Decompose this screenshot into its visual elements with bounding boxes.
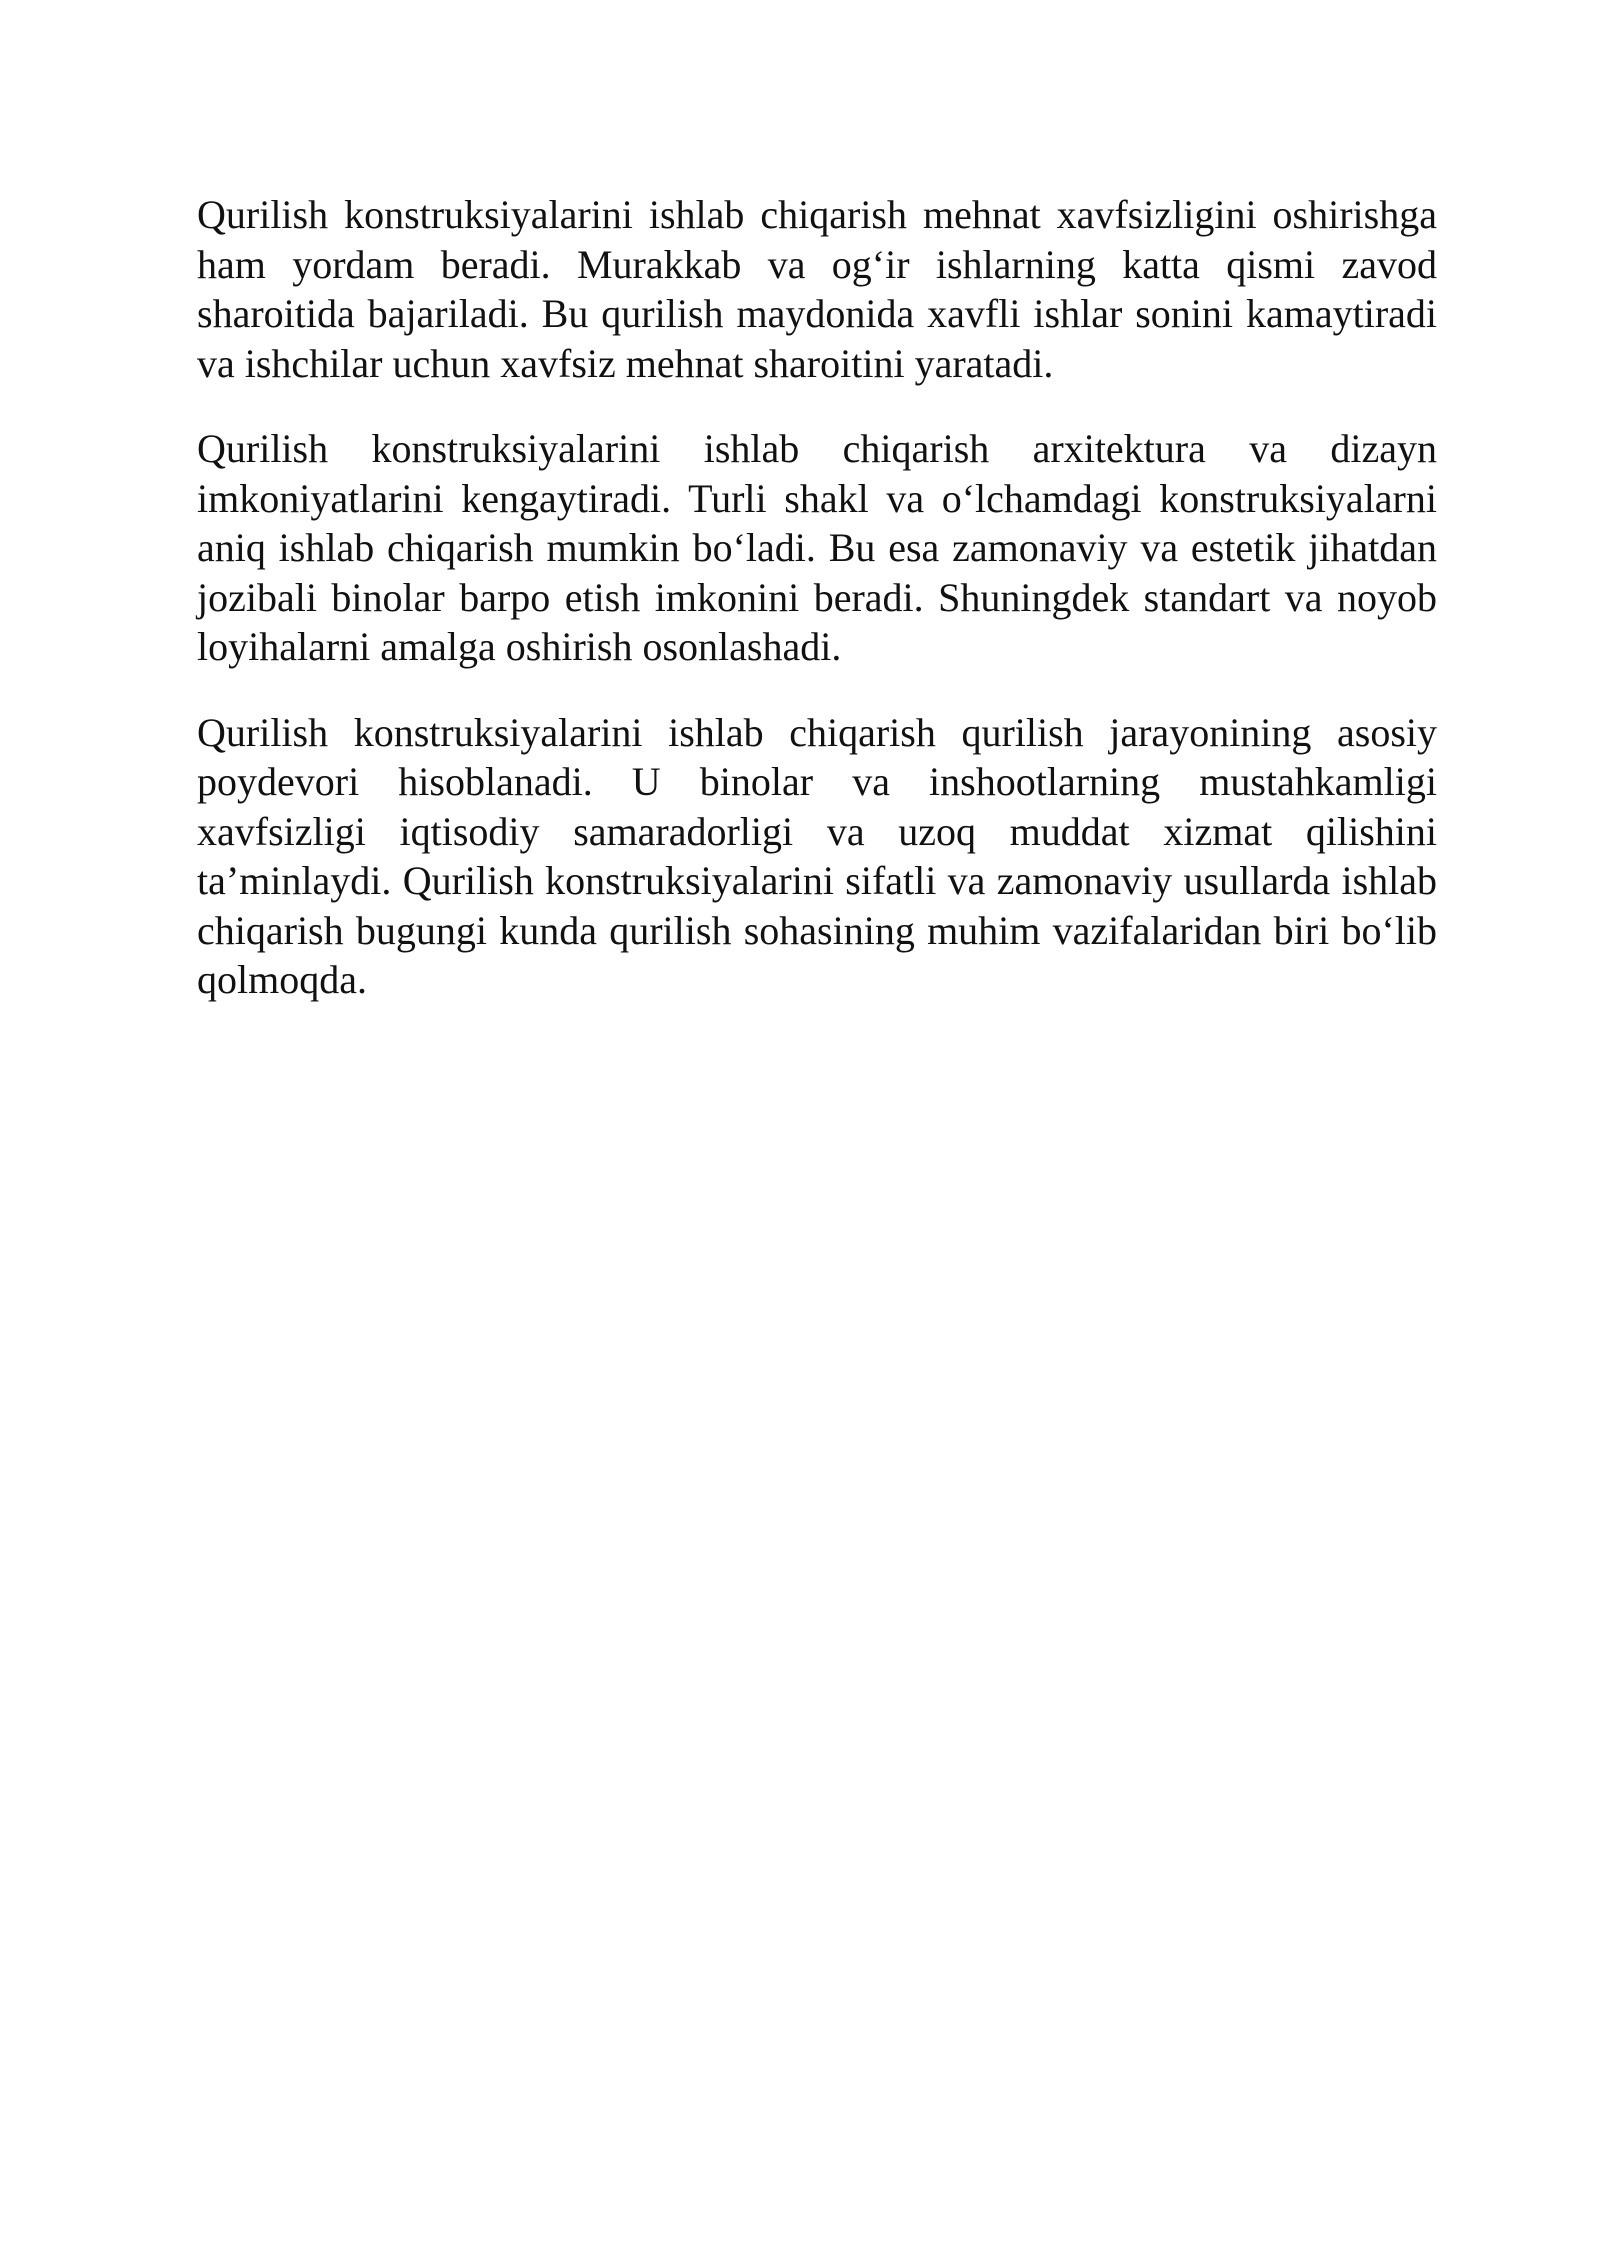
document-body [197,190,1437,1041]
paragraph-2: Qurilish konstruksiyalarini ishlab chiqarish arxitektura va dizayn imkoniyatlarini kengaytiradi. Turli shakl va o‘lchamdagi konstruksiyalarni aniq ishlab chiqarish mumkin bo‘ladi. Bu esa zamonaviy va estetik jihatdan jozibali binolar barpo etish imkonini beradi. Shuningdek standart va noyob loyihalarni amalga oshirish osonlashadi. [197,426,1437,669]
paragraph-3: Qurilish konstruksiyalarini ishlab chiqarish qurilish jarayonining asosiy poydevori hisoblanadi. U binolar va inshootlarning mustahkamligi xavfsizligi iqtisodiy samaradorligi va uzoq muddat xizmat qilishini ta’minlaydi. Qurilish konstruksiyalarini sifatli va zamonaviy usullarda ishlab chiqarish bugungi kunda qurilish sohasining muhim vazifalaridan biri bo‘lib qolmoqda. [197,709,1437,1002]
paragraph-1: Qurilish konstruksiyalarini ishlab chiqarish mehnat xavfsizligini oshirishga ham yordam beradi. Murakkab va og‘ir ishlarning katta qismi zavod sharoitida bajariladi. Bu qurilish maydonida xavfli ishlar sonini kamaytiradi va ishchilar uchun xavfsiz mehnat sharoitini yaratadi. [197,192,1437,386]
